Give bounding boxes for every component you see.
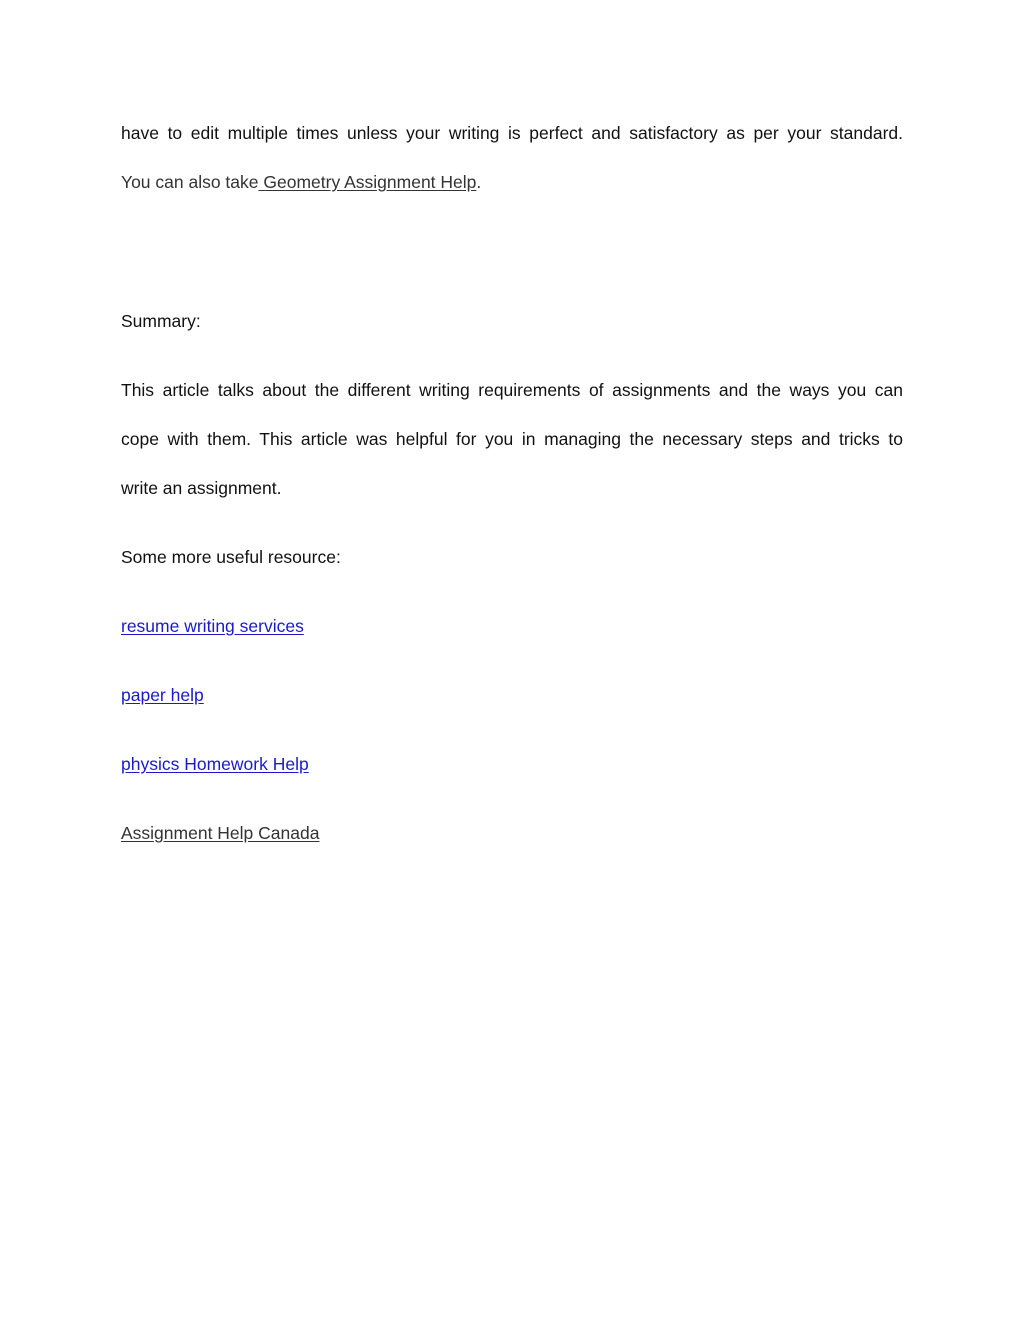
paper-help-link[interactable]: paper help [121,685,204,705]
summary-text: cope with them. This article was helpful for you in managing the necessary steps and tricks to [121,429,903,449]
summary-line [121,428,903,450]
summary-text: This article talks about the different writing requirements of assignments and the ways you can [121,380,903,400]
assignment-help-canada-link[interactable]: Assignment Help Canada [121,823,320,843]
resource-item [121,822,319,844]
resources-heading: Some more useful resource: [121,547,341,567]
summary-text: write an assignment. [121,478,282,498]
paragraph-text: . [476,172,482,192]
paragraph-text: have to edit multiple times unless your writing is perfect and satisfactory as per your standard. [121,123,903,143]
resource-item [121,753,309,775]
resume-writing-services-link[interactable]: resume writing services [121,616,304,636]
summary-line [121,477,282,499]
summary-heading: Summary: [121,311,201,331]
paragraph-line [121,171,481,193]
paragraph-text: You can also take [121,172,259,192]
geometry-assignment-help-link[interactable]: Geometry Assignment Help [258,172,477,192]
resource-item [121,684,204,706]
physics-homework-help-link[interactable]: physics Homework Help [121,754,309,774]
resource-item [121,615,304,637]
paragraph-line [121,122,903,144]
summary-line [121,379,903,401]
